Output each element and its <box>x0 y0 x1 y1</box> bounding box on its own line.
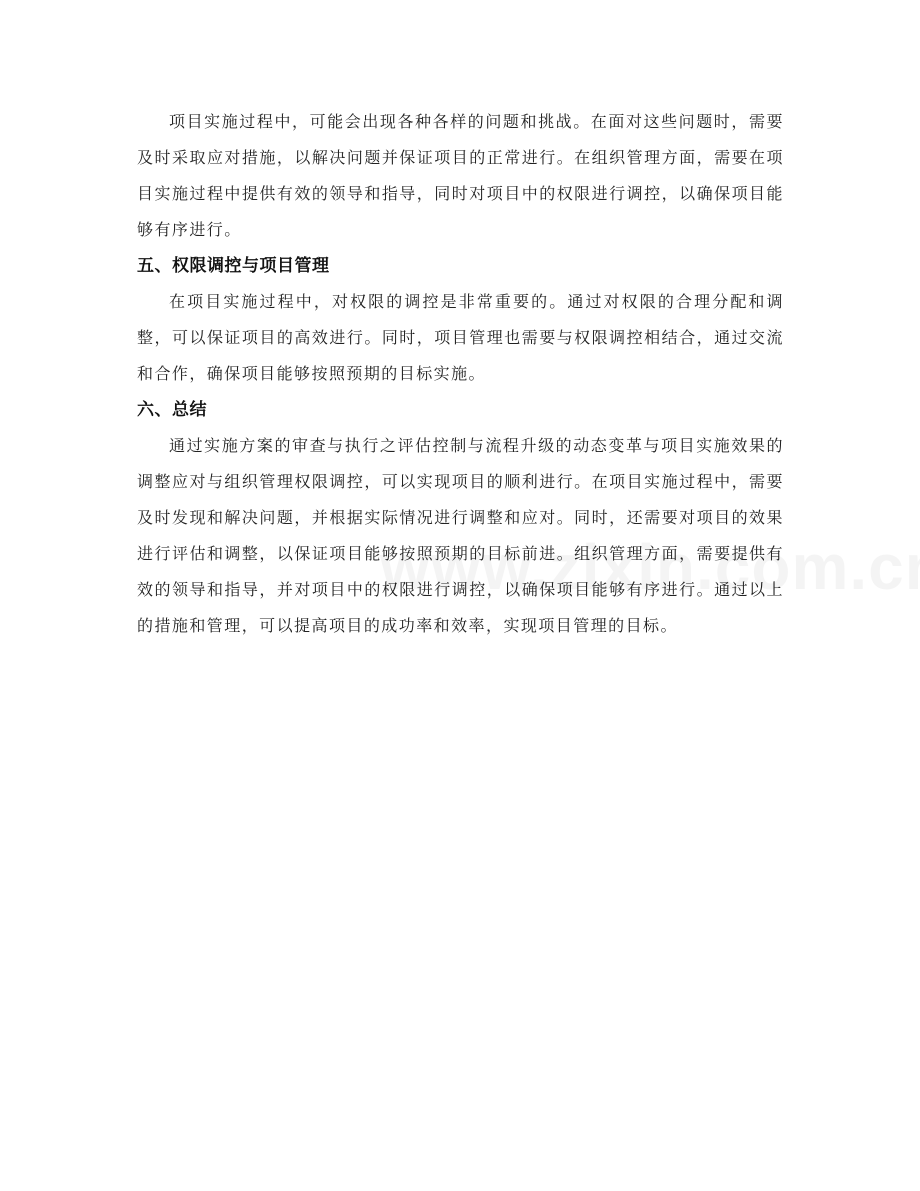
section-heading-permission-control: 五、权限调控与项目管理 <box>137 256 330 276</box>
paragraph-permission-control: 在项目实施过程中，对权限的调控是非常重要的。通过对权限的合理分配和调整，可以保证项目的高效进行。同时，项目管理也需要与权限调控相结合，通过交流和合作，确保项目能够按照预期的目标实施。 <box>137 292 784 383</box>
document-page <box>137 104 784 644</box>
section-heading-summary: 六、总结 <box>137 400 207 420</box>
paragraph-implementation-issues: 项目实施过程中，可能会出现各种各样的问题和挑战。在面对这些问题时，需要及时采取应对措施，以解决问题并保证项目的正常进行。在组织管理方面，需要在项目实施过程中提供有效的领导和指导，同时对项目中的权限进行调控，以确保项目能够有序进行。 <box>137 112 784 239</box>
paragraph-summary: 通过实施方案的审查与执行之评估控制与流程升级的动态变革与项目实施效果的调整应对与组织管理权限调控，可以实现项目的顺利进行。在项目实施过程中，需要及时发现和解决问题，并根据实际情况进行调整和应对。同时，还需要对项目的效果进行评估和调整，以保证项目能够按照预期的目标前进。组织管理方面，需要提供有效的领导和指导，并对项目中的权限进行调控，以确保项目能够有序进行。通过以上的措施和管理，可以提高项目的成功率和效率，实现项目管理的目标。 <box>137 436 784 635</box>
